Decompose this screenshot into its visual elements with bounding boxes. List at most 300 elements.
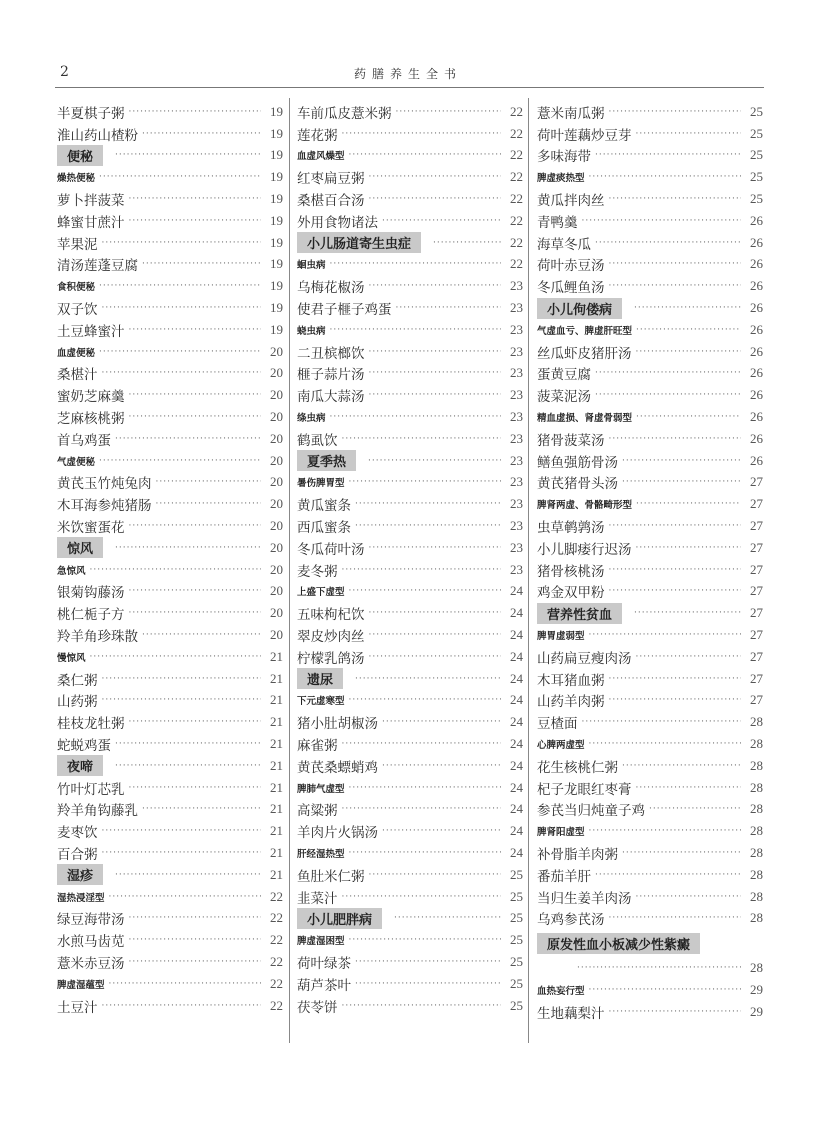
toc-entry[interactable] xyxy=(57,995,283,1017)
entry-title: 荷叶赤豆汤 xyxy=(537,258,605,275)
entry-title: 桑椹百合汤 xyxy=(297,193,365,210)
toc-entry[interactable] xyxy=(297,537,523,559)
dot-leader xyxy=(636,499,741,509)
dot-leader xyxy=(636,129,742,139)
toc-entry[interactable] xyxy=(537,581,763,603)
entry-page-number: 25 xyxy=(510,953,523,969)
entry-title: 蛋黄豆腐 xyxy=(537,367,591,384)
toc-subheading[interactable] xyxy=(537,493,763,515)
toc-subheading[interactable] xyxy=(57,341,283,363)
entry-title: 羊肉片火锅汤 xyxy=(297,825,378,842)
toc-entry[interactable] xyxy=(57,101,283,123)
toc-entry[interactable] xyxy=(537,275,763,297)
entry-page-number: 20 xyxy=(270,539,283,555)
toc-subheading[interactable] xyxy=(537,406,763,428)
toc-entry[interactable] xyxy=(297,973,523,995)
toc-entry[interactable] xyxy=(297,951,523,973)
entry-title: 车前瓜皮薏米粥 xyxy=(297,105,392,122)
toc-entry[interactable] xyxy=(537,515,763,537)
toc-entry[interactable] xyxy=(57,472,283,494)
entry-page-number: 23 xyxy=(510,321,523,337)
entry-page-number: 20 xyxy=(270,387,283,403)
toc-subheading[interactable] xyxy=(297,406,523,428)
dot-leader xyxy=(622,456,741,466)
dot-leader xyxy=(99,281,261,291)
dot-leader xyxy=(90,565,261,575)
entry-page-number: 24 xyxy=(510,844,523,860)
toc-entry[interactable] xyxy=(57,733,283,755)
toc-entry[interactable] xyxy=(297,864,523,886)
header-rule xyxy=(55,87,764,88)
toc-entry[interactable] xyxy=(57,232,283,254)
dot-leader xyxy=(609,913,742,923)
dot-leader xyxy=(109,979,261,989)
toc-subheading[interactable] xyxy=(297,254,523,276)
entry-title: 绿豆海带汤 xyxy=(57,912,125,929)
dot-leader xyxy=(90,652,261,662)
entry-title: 麦冬粥 xyxy=(297,563,338,580)
dot-leader xyxy=(609,565,742,575)
toc-entry[interactable] xyxy=(297,820,523,842)
toc-subheading[interactable] xyxy=(297,777,523,799)
toc-subheading[interactable] xyxy=(537,979,763,1001)
entry-title: 韭菜汁 xyxy=(297,890,338,907)
toc-entry[interactable] xyxy=(297,624,523,646)
toc-section-heading[interactable] xyxy=(57,145,283,167)
toc-entry[interactable] xyxy=(57,690,283,712)
toc-entry[interactable] xyxy=(57,188,283,210)
toc-entry[interactable] xyxy=(537,123,763,145)
toc-entry[interactable] xyxy=(537,472,763,494)
dot-leader xyxy=(369,194,502,204)
dot-leader xyxy=(102,674,262,684)
toc-entry[interactable] xyxy=(57,493,283,515)
toc-subheading[interactable] xyxy=(57,450,283,472)
dot-leader xyxy=(636,783,742,793)
toc-entry[interactable] xyxy=(57,515,283,537)
entry-title: 红枣扁豆粥 xyxy=(297,171,365,188)
entry-title: 桃仁栀子方 xyxy=(57,607,125,624)
dot-leader xyxy=(129,325,262,335)
toc-entry[interactable] xyxy=(297,995,523,1017)
entry-title: 急惊风 xyxy=(57,565,86,577)
toc-entry[interactable] xyxy=(57,842,283,864)
toc-entry[interactable] xyxy=(537,711,763,733)
toc-entry[interactable] xyxy=(297,886,523,908)
entry-title: 半夏棋子粥 xyxy=(57,105,125,122)
toc-entry[interactable] xyxy=(57,711,283,733)
toc-column-3 xyxy=(537,101,763,1023)
entry-title: 山药粥 xyxy=(57,694,98,711)
entry-page-number: 22 xyxy=(510,234,523,250)
entry-title: 猪骨核桃汤 xyxy=(537,563,605,580)
toc-entry[interactable] xyxy=(297,493,523,515)
dot-leader xyxy=(342,1001,502,1011)
dot-leader xyxy=(102,303,262,313)
dot-leader xyxy=(382,717,501,727)
toc-subheading[interactable] xyxy=(297,842,523,864)
toc-subheading[interactable] xyxy=(57,166,283,188)
entry-title: 米饮蜜蛋花 xyxy=(57,520,125,537)
toc-section-heading[interactable] xyxy=(297,232,523,254)
dot-leader xyxy=(622,848,741,858)
toc-entry[interactable] xyxy=(537,450,763,472)
toc-subheading[interactable] xyxy=(297,581,523,603)
entry-title: 银菊钩藤汤 xyxy=(57,585,125,602)
toc-entry[interactable] xyxy=(57,406,283,428)
toc-entry[interactable] xyxy=(537,886,763,908)
toc-subheading[interactable] xyxy=(57,646,283,668)
dot-leader xyxy=(349,477,501,487)
dot-leader xyxy=(142,129,261,139)
entry-page-number: 20 xyxy=(270,561,283,577)
toc-entry[interactable] xyxy=(297,341,523,363)
entry-title: 乌梅花椒汤 xyxy=(297,280,365,297)
entry-title: 血虚便秘 xyxy=(57,347,96,359)
toc-entry[interactable] xyxy=(57,254,283,276)
toc-entry[interactable] xyxy=(537,363,763,385)
dot-leader xyxy=(609,259,742,269)
entry-title: 薏米南瓜粥 xyxy=(537,105,605,122)
entry-title: 小儿肥胖病 xyxy=(297,908,382,929)
toc-entry[interactable] xyxy=(57,668,283,690)
toc-subheading[interactable] xyxy=(57,275,283,297)
entry-page-number: 28 xyxy=(750,866,763,882)
entry-page-number: 21 xyxy=(270,757,283,773)
entry-title: 脾虚湿蕴型 xyxy=(57,979,105,991)
entry-page-number: 28 xyxy=(750,736,763,751)
dot-leader xyxy=(595,238,741,248)
toc-entry[interactable] xyxy=(297,733,523,755)
toc-subheading[interactable] xyxy=(57,559,283,581)
entry-title: 脾肾两虚、骨骼畸形型 xyxy=(537,500,633,512)
toc-subheading[interactable] xyxy=(537,166,763,188)
entry-page-number: 26 xyxy=(750,387,763,403)
dot-leader xyxy=(102,848,262,858)
entry-title: 西瓜蜜条 xyxy=(297,520,351,537)
dot-leader xyxy=(636,652,742,662)
entry-page-number: 25 xyxy=(510,910,523,926)
entry-page-number: 24 xyxy=(510,823,523,839)
entry-page-number: 23 xyxy=(510,539,523,555)
toc-entry[interactable] xyxy=(297,297,523,319)
dot-leader xyxy=(369,281,502,291)
dot-leader xyxy=(102,238,262,248)
entry-page-number: 26 xyxy=(750,409,763,425)
toc-entry[interactable] xyxy=(57,363,283,385)
entry-page-number: 28 xyxy=(750,779,763,795)
entry-page-number: 24 xyxy=(510,757,523,773)
entry-page-number: 28 xyxy=(750,960,763,976)
toc-entry[interactable] xyxy=(57,123,283,145)
toc-subheading[interactable] xyxy=(537,820,763,842)
entry-title: 湿热浸淫型 xyxy=(57,892,105,904)
entry-page-number: 26 xyxy=(750,278,763,294)
toc-entry[interactable] xyxy=(297,275,523,297)
dot-leader xyxy=(342,434,502,444)
toc-entry[interactable] xyxy=(297,428,523,450)
toc-subheading[interactable] xyxy=(297,145,523,167)
toc-entry[interactable] xyxy=(297,188,523,210)
entry-page-number: 27 xyxy=(750,627,763,643)
toc-subheading[interactable] xyxy=(537,733,763,755)
dot-leader xyxy=(589,739,741,749)
dot-leader xyxy=(595,870,741,880)
dot-leader xyxy=(649,804,741,814)
toc-entry[interactable] xyxy=(537,864,763,886)
dot-leader xyxy=(609,521,742,531)
toc-entry[interactable] xyxy=(297,646,523,668)
toc-entry[interactable] xyxy=(297,384,523,406)
entry-page-number: 23 xyxy=(510,452,523,468)
toc-entry[interactable] xyxy=(297,515,523,537)
entry-page-number: 19 xyxy=(270,103,283,119)
toc-subheading[interactable] xyxy=(57,973,283,995)
dot-leader xyxy=(609,674,742,684)
entry-title: 生地藕梨汁 xyxy=(537,1005,605,1022)
toc-entry[interactable] xyxy=(57,777,283,799)
toc-entry[interactable] xyxy=(57,799,283,821)
entry-page-number: 22 xyxy=(510,212,523,228)
entry-page-number: 26 xyxy=(750,300,763,316)
dot-leader xyxy=(355,979,501,989)
entry-title: 山药扁豆瘦肉汤 xyxy=(537,650,632,667)
entry-title: 荷叶绿茶 xyxy=(297,955,351,972)
toc-entry[interactable] xyxy=(537,428,763,450)
dot-leader xyxy=(342,804,502,814)
entry-title: 蜜奶芝麻羹 xyxy=(57,389,125,406)
dot-leader xyxy=(129,390,262,400)
entry-title: 薏米赤豆汤 xyxy=(57,955,125,972)
toc-entry[interactable] xyxy=(297,363,523,385)
running-title: 药膳养生全书 xyxy=(353,67,462,81)
dot-leader xyxy=(636,412,741,422)
dot-leader xyxy=(102,826,262,836)
toc-entry[interactable] xyxy=(537,1001,763,1023)
entry-title: 鱼肚米仁粥 xyxy=(297,868,365,885)
toc-subheading[interactable] xyxy=(297,690,523,712)
dot-leader xyxy=(129,717,262,727)
toc-entry[interactable] xyxy=(297,602,523,624)
toc-section-heading[interactable] xyxy=(57,755,283,777)
entry-page-number: 19 xyxy=(270,278,283,294)
entry-page-number: 23 xyxy=(510,474,523,490)
entry-page-number: 25 xyxy=(510,932,523,948)
toc-subheading[interactable] xyxy=(297,472,523,494)
dot-leader xyxy=(142,630,261,640)
toc-entry[interactable] xyxy=(297,101,523,123)
toc-entry[interactable] xyxy=(57,210,283,232)
entry-page-number: 21 xyxy=(270,648,283,664)
toc-subheading[interactable] xyxy=(537,624,763,646)
entry-page-number: 22 xyxy=(510,256,523,272)
dot-leader xyxy=(369,543,502,553)
toc-entry[interactable] xyxy=(537,537,763,559)
entry-title: 气虚血亏、脾虚肝旺型 xyxy=(537,325,633,337)
entry-page-number: 20 xyxy=(270,474,283,490)
toc-entry[interactable] xyxy=(537,384,763,406)
entry-page-number: 21 xyxy=(270,692,283,708)
toc-section-heading[interactable] xyxy=(57,537,283,559)
toc-entry[interactable] xyxy=(537,341,763,363)
entry-page-number: 23 xyxy=(510,278,523,294)
entry-page-number: 20 xyxy=(270,605,283,621)
entry-page-number: 22 xyxy=(510,125,523,141)
entry-title: 首乌鸡蛋 xyxy=(57,432,111,449)
toc-entry[interactable] xyxy=(57,384,283,406)
dot-leader xyxy=(609,107,742,117)
toc-entry[interactable] xyxy=(57,581,283,603)
toc-entry[interactable] xyxy=(297,799,523,821)
column-divider xyxy=(528,98,529,1043)
entry-page-number: 22 xyxy=(510,191,523,207)
entry-title: 夏季热 xyxy=(297,450,356,471)
toc-entry[interactable] xyxy=(297,210,523,232)
entry-title: 清汤莲蓬豆腐 xyxy=(57,258,138,275)
entry-title: 黄芪猪骨头汤 xyxy=(537,476,618,493)
dot-leader xyxy=(129,216,262,226)
toc-entry[interactable] xyxy=(537,232,763,254)
toc-entry[interactable] xyxy=(297,166,523,188)
entry-page-number: 23 xyxy=(510,561,523,577)
toc-section-heading[interactable] xyxy=(537,602,763,624)
entry-page-number: 20 xyxy=(270,583,283,599)
toc-section-heading[interactable] xyxy=(297,450,523,472)
toc-entry[interactable] xyxy=(57,297,283,319)
entry-page-number: 21 xyxy=(270,801,283,817)
entry-page-number: 25 xyxy=(510,997,523,1013)
entry-title: 芝麻核桃粥 xyxy=(57,411,125,428)
entry-title: 气虚便秘 xyxy=(57,456,96,468)
dot-leader xyxy=(342,739,502,749)
entry-page-number: 22 xyxy=(270,953,283,969)
entry-page-number: 28 xyxy=(750,823,763,839)
entry-page-number: 24 xyxy=(510,670,523,686)
toc-entry[interactable] xyxy=(537,777,763,799)
entry-page-number: 26 xyxy=(750,256,763,272)
toc-section-heading[interactable] xyxy=(297,907,523,929)
entry-title: 萝卜拌菠菜 xyxy=(57,193,125,210)
toc-subheading[interactable] xyxy=(297,929,523,951)
toc-entry[interactable] xyxy=(537,646,763,668)
dot-leader xyxy=(582,216,742,226)
toc-entry[interactable] xyxy=(297,755,523,777)
toc-entry[interactable] xyxy=(537,254,763,276)
toc-section-heading[interactable] xyxy=(57,864,283,886)
dot-leader xyxy=(636,543,742,553)
toc-entry[interactable] xyxy=(57,951,283,973)
entry-page-number: 19 xyxy=(270,125,283,141)
toc-entry[interactable] xyxy=(537,690,763,712)
entry-title: 燥热便秘 xyxy=(57,173,96,185)
toc-entry[interactable] xyxy=(57,907,283,929)
entry-title: 苹果泥 xyxy=(57,236,98,253)
toc-entry[interactable] xyxy=(537,101,763,123)
toc-entry[interactable] xyxy=(537,799,763,821)
toc-entry[interactable] xyxy=(537,907,763,929)
dot-leader xyxy=(355,957,501,967)
entry-page-number: 20 xyxy=(270,430,283,446)
dot-leader xyxy=(433,238,501,248)
toc-section-heading[interactable] xyxy=(537,297,763,319)
entry-page-number: 21 xyxy=(270,670,283,686)
entry-page-number: 20 xyxy=(270,627,283,643)
entry-page-number: 19 xyxy=(270,256,283,272)
entry-page-number: 25 xyxy=(510,975,523,991)
toc-entry[interactable] xyxy=(297,123,523,145)
dot-leader xyxy=(129,608,262,618)
entry-title: 麻雀粥 xyxy=(297,738,338,754)
toc-section-heading[interactable] xyxy=(537,929,763,957)
entry-title: 湿疹 xyxy=(57,864,103,885)
dot-leader xyxy=(368,456,501,466)
entry-title: 上盛下虚型 xyxy=(297,587,345,599)
dot-leader xyxy=(369,652,502,662)
toc-entry[interactable] xyxy=(537,755,763,777)
toc-entry[interactable] xyxy=(537,668,763,690)
toc-subheading[interactable] xyxy=(297,319,523,341)
toc-entry[interactable] xyxy=(537,145,763,167)
toc-subheading[interactable] xyxy=(537,319,763,341)
entry-title: 荷叶莲藕炒豆芽 xyxy=(537,127,632,144)
toc-entry[interactable] xyxy=(537,559,763,581)
toc-entry[interactable] xyxy=(57,624,283,646)
dot-leader xyxy=(355,499,501,509)
toc-continuation[interactable] xyxy=(537,957,763,979)
dot-leader xyxy=(129,913,262,923)
toc-section-heading[interactable] xyxy=(297,668,523,690)
toc-entry[interactable] xyxy=(297,559,523,581)
dot-leader xyxy=(342,129,502,139)
entry-title: 高粱粥 xyxy=(297,803,338,820)
dot-leader xyxy=(355,674,501,684)
dot-leader xyxy=(115,761,261,771)
entry-title: 羚羊角珍珠散 xyxy=(57,629,138,646)
dot-leader xyxy=(342,892,502,902)
dot-leader xyxy=(396,107,502,117)
entry-page-number: 28 xyxy=(750,757,763,773)
entry-page-number: 26 xyxy=(750,365,763,381)
toc-entry[interactable] xyxy=(297,711,523,733)
entry-title: 参芪当归炖童子鸡 xyxy=(537,803,645,820)
toc-entry[interactable] xyxy=(57,820,283,842)
entry-title: 下元虚寒型 xyxy=(297,696,345,708)
dot-leader xyxy=(369,368,502,378)
entry-page-number: 22 xyxy=(270,997,283,1013)
dot-leader xyxy=(349,695,501,705)
dot-leader xyxy=(382,761,501,771)
dot-leader xyxy=(636,892,742,902)
entry-page-number: 24 xyxy=(510,648,523,664)
entry-title: 小儿肠道寄生虫症 xyxy=(297,232,421,253)
toc-entry[interactable] xyxy=(57,929,283,951)
dot-leader xyxy=(609,586,742,596)
toc-entry[interactable] xyxy=(57,428,283,450)
toc-subheading[interactable] xyxy=(57,886,283,908)
entry-page-number: 25 xyxy=(750,191,763,207)
entry-page-number: 27 xyxy=(750,518,763,534)
entry-page-number: 25 xyxy=(750,169,763,185)
toc-entry[interactable] xyxy=(57,319,283,341)
toc-entry[interactable] xyxy=(537,842,763,864)
toc-entry[interactable] xyxy=(57,602,283,624)
toc-entry[interactable] xyxy=(537,210,763,232)
dot-leader xyxy=(369,870,502,880)
entry-title: 精血虚损、肾虚骨弱型 xyxy=(537,413,633,425)
toc-entry[interactable] xyxy=(537,188,763,210)
entry-page-number: 22 xyxy=(270,888,283,904)
entry-title: 丝瓜虾皮猪肝汤 xyxy=(537,345,632,362)
